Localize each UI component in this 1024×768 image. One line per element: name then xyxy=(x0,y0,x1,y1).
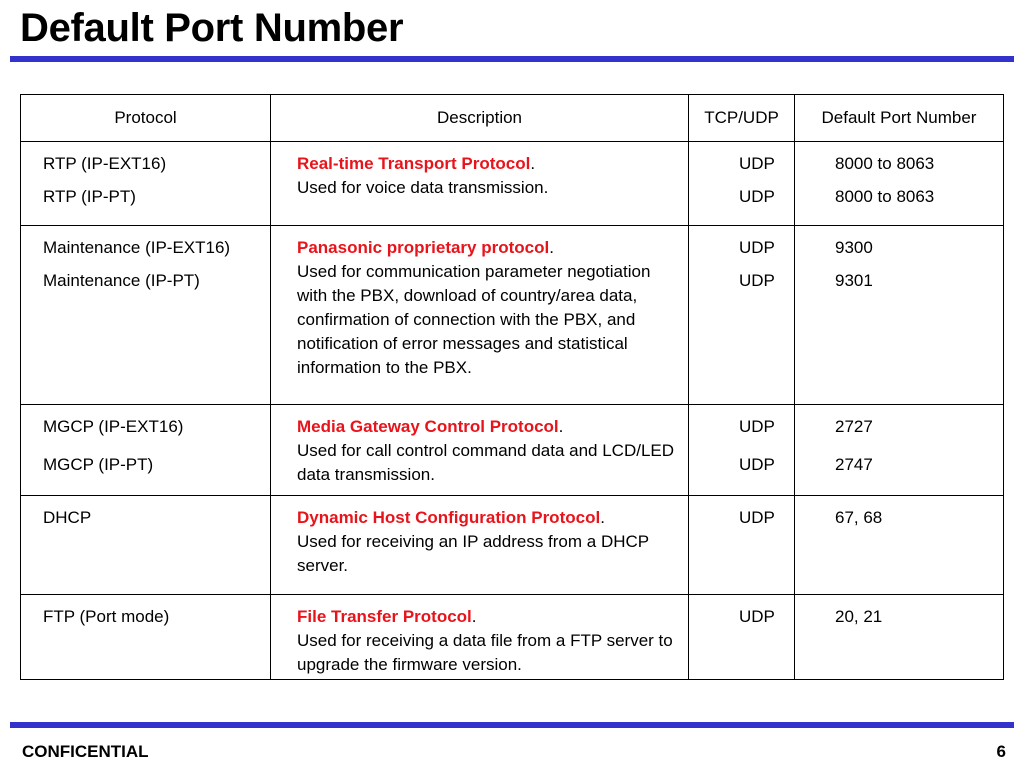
protocol-full-name: File Transfer Protocol xyxy=(297,607,472,626)
header-tcp-udp: TCP/UDP xyxy=(689,95,795,142)
description-text: Used for receiving a data file from a FTP server to upgrade the firmware version. xyxy=(297,631,673,674)
protocol-full-name: Dynamic Host Configuration Protocol xyxy=(297,508,601,527)
description-text: Used for receiving an IP address from a DHCP server. xyxy=(297,532,649,575)
port-value: 2747 xyxy=(835,455,873,474)
protocol-name: DHCP xyxy=(43,508,92,527)
port-value: 9300 xyxy=(835,238,873,257)
port-cell xyxy=(795,142,1004,226)
protocol-name: FTP (Port mode) xyxy=(43,607,170,626)
protocol-cell xyxy=(21,142,271,226)
transport-cell xyxy=(689,142,795,226)
port-cell xyxy=(795,405,1004,496)
port-value: 67, 68 xyxy=(835,508,883,527)
table-row xyxy=(21,595,1004,680)
port-value: 2727 xyxy=(835,417,873,436)
protocol-name: Maintenance (IP-PT) xyxy=(43,271,200,290)
port-cell xyxy=(795,496,1004,595)
title-divider xyxy=(10,56,1014,62)
transport-value: UDP xyxy=(739,238,775,257)
page-number: 6 xyxy=(996,742,1006,761)
description-cell: Panasonic proprietary protocol. Used for communication parameter negotiation with the PBX, download of country/area data, confirmation of connection with the PBX, and notification of error messages and statistical information to the PBX. xyxy=(271,226,689,405)
transport-cell xyxy=(689,595,795,680)
protocol-cell xyxy=(21,496,271,595)
table-row xyxy=(21,226,1004,405)
transport-value: UDP xyxy=(739,154,775,173)
description-text: Used for voice data transmission. xyxy=(297,178,549,197)
protocol-full-name: Panasonic proprietary protocol xyxy=(297,238,550,257)
protocol-cell xyxy=(21,226,271,405)
transport-value: UDP xyxy=(739,187,775,206)
description-cell: Real-time Transport Protocol. Used for voice data transmission. xyxy=(271,142,689,226)
header-row xyxy=(21,95,1004,142)
port-value: 8000 to 8063 xyxy=(835,187,935,206)
table-row xyxy=(21,496,1004,595)
protocol-name: MGCP (IP-EXT16) xyxy=(43,417,184,436)
protocol-name: Maintenance (IP-EXT16) xyxy=(43,238,231,257)
protocol-full-name: Real-time Transport Protocol xyxy=(297,154,531,173)
header-protocol: Protocol xyxy=(21,95,271,142)
header-default-port: Default Port Number xyxy=(795,95,1004,142)
protocol-name: MGCP (IP-PT) xyxy=(43,455,154,474)
footer-divider xyxy=(10,722,1014,728)
port-value: 9301 xyxy=(835,271,873,290)
port-value: 8000 to 8063 xyxy=(835,154,935,173)
description-cell: File Transfer Protocol. Used for receiving a data file from a FTP server to upgrade the firmware version. xyxy=(271,595,689,680)
description-text: Used for call control command data and LCD/LED data transmission. xyxy=(297,441,675,484)
transport-cell xyxy=(689,226,795,405)
protocol-name: RTP (IP-EXT16) xyxy=(43,154,167,173)
transport-value: UDP xyxy=(739,508,775,527)
port-cell xyxy=(795,595,1004,680)
protocol-cell xyxy=(21,595,271,680)
transport-value: UDP xyxy=(739,417,775,436)
description-cell: Media Gateway Control Protocol. Used for call control command data and LCD/LED data transmission. xyxy=(271,405,689,496)
description-text: Used for communication parameter negotiation with the PBX, download of country/area data, confirmation of connection with the PBX, and notification of error messages and statistical information to the PBX. xyxy=(297,262,651,377)
protocol-full-name: Media Gateway Control Protocol xyxy=(297,417,559,436)
port-table xyxy=(20,94,1004,680)
port-cell xyxy=(795,226,1004,405)
table-row xyxy=(21,142,1004,226)
transport-value: UDP xyxy=(739,455,775,474)
transport-value: UDP xyxy=(739,607,775,626)
transport-cell xyxy=(689,496,795,595)
transport-cell xyxy=(689,405,795,496)
page-title: Default Port Number xyxy=(20,6,404,50)
port-value: 20, 21 xyxy=(835,607,883,626)
footer-label: CONFICENTIAL xyxy=(22,742,149,761)
description-cell: Dynamic Host Configuration Protocol. Used for receiving an IP address from a DHCP server. xyxy=(271,496,689,595)
protocol-cell xyxy=(21,405,271,496)
transport-value: UDP xyxy=(739,271,775,290)
protocol-name: RTP (IP-PT) xyxy=(43,187,136,206)
table-row xyxy=(21,405,1004,496)
header-description: Description xyxy=(271,95,689,142)
